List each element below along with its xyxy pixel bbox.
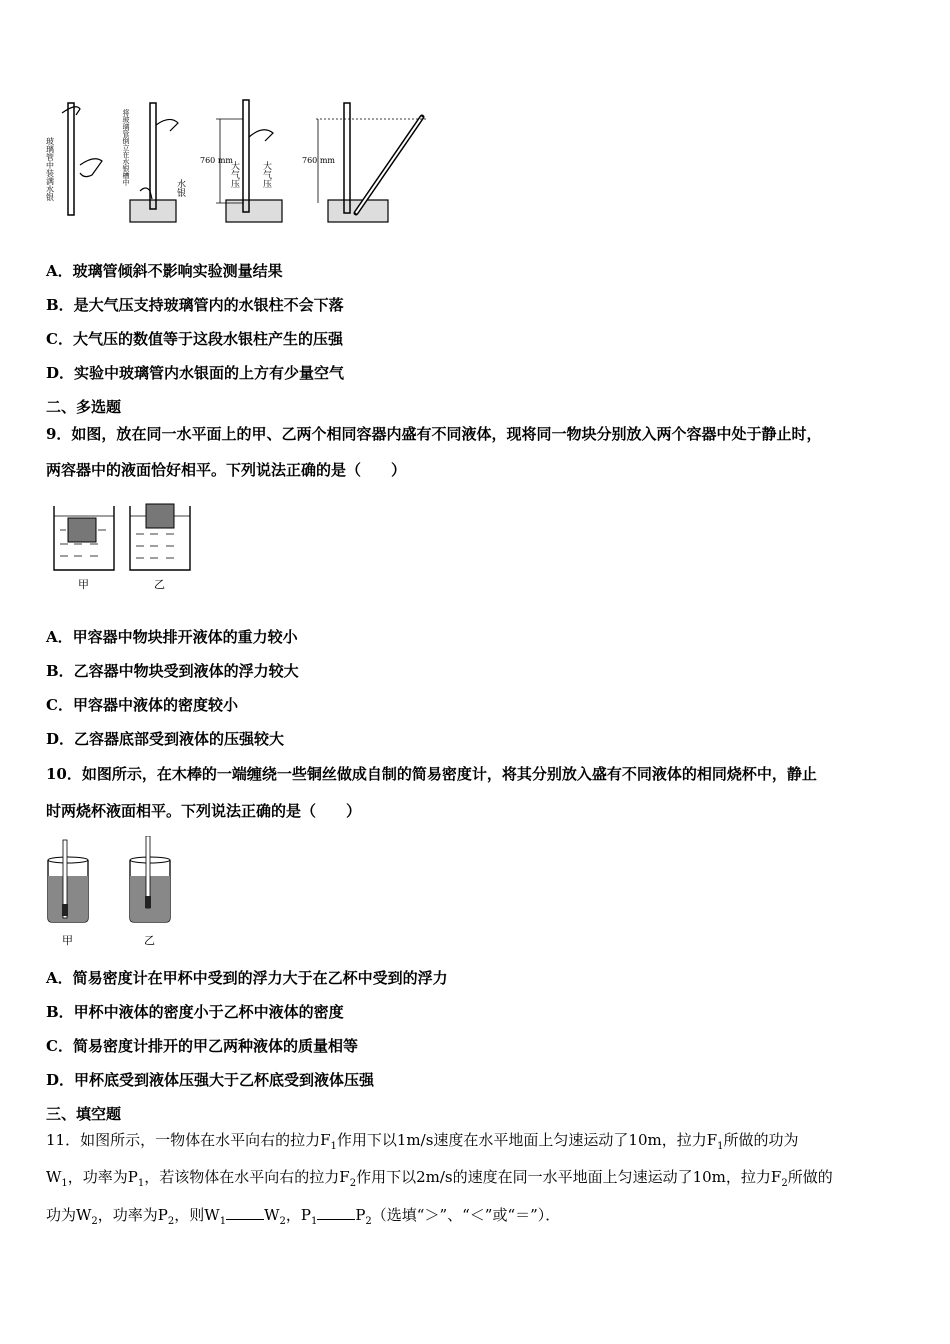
q9-option-d: D．乙容器底部受到液体的压强较大 <box>46 730 285 748</box>
q9-option-b: B．乙容器中物块受到液体的浮力较大 <box>46 662 299 680</box>
q10-stem-line1: 10．如图所示，在木棒的一端缠绕一些铜丝做成自制的简易密度计，将其分别放入盛有不同液体的相同烧杯中，静止 <box>46 765 817 783</box>
q10-label-a: 甲 <box>62 934 73 947</box>
q10-option-a: A．简易密度计在甲杯中受到的浮力大于在乙杯中受到的浮力 <box>46 969 448 987</box>
hand-icon <box>249 130 273 141</box>
q9-option-a: A．甲容器中物块排开液体的重力较小 <box>46 628 298 646</box>
q8-option-c: C．大气压的数值等于这段水银柱产生的压强 <box>46 330 343 348</box>
q10-label-b: 乙 <box>144 934 155 947</box>
q11-stem-line3: 功为$W_2$，功率为$P_2$，则$W_1$ $W_2$，$P_1$ $P_2$（选填“＞”、“＜”或“＝”）． <box>46 1206 561 1227</box>
q9-stem-line1: 9．如图，放在同一水平面上的甲、乙两个相同容器内盛有不同液体，现将同一物块分别放入两个容器中处于静止时， <box>46 425 822 443</box>
block-a <box>68 518 96 542</box>
step4-height-label: 760 mm <box>302 156 335 165</box>
q11-stem-line1: 11．如图所示，一物体在水平向右的拉力$F_1$作用下以1m/s速度在水平地面上匀速运动了10m，拉力$F_1$所做的功为 <box>46 1131 799 1152</box>
step3-pressure-left: 大气压 <box>229 161 239 188</box>
section-heading-multi: 二、多选题 <box>46 398 122 416</box>
q8-option-a: A．玻璃管倾斜不影响实验测量结果 <box>46 262 283 280</box>
q10-option-d: D．甲杯底受到液体压强大于乙杯底受到液体压强 <box>46 1071 375 1089</box>
q9-stem-line2: 两容器中的液面恰好相平。下列说法正确的是（ ） <box>46 461 407 479</box>
q9-option-c: C．甲容器中液体的密度较小 <box>46 696 238 714</box>
hand-icon <box>62 107 80 115</box>
q8-option-d: D．实验中玻璃管内水银面的上方有少量空气 <box>46 364 345 382</box>
q11-stem-line2: $W_1$，功率为$P_1$，若该物体在水平向右的拉力$F_2$作用下以2m/s的速度在同一水平地面上匀速运动了10m，拉力$F_2$所做的 <box>46 1168 833 1189</box>
section-heading-fill: 三、填空题 <box>46 1105 122 1123</box>
block-b <box>146 504 174 528</box>
q9-label-a: 甲 <box>78 578 89 591</box>
q10-stem-line2: 时两烧杯液面相平。下列说法正确的是（ ） <box>46 802 362 820</box>
q11-blank-2[interactable] <box>317 1205 355 1220</box>
step3-height-label: 760 mm <box>200 156 233 165</box>
q10-option-c: C．简易密度计排开的甲乙两种液体的质量相等 <box>46 1037 358 1055</box>
q9-containers-figure <box>50 500 200 595</box>
q10-option-b: B．甲杯中液体的密度小于乙杯中液体的密度 <box>46 1003 344 1021</box>
torricelli-figure <box>44 95 444 230</box>
glass-tube-1 <box>68 103 74 215</box>
q8-option-b: B．是大气压支持玻璃管内的水银柱不会下落 <box>46 296 344 314</box>
step2-mercury-label: 水银 <box>175 179 185 197</box>
q11-blank-1[interactable] <box>226 1205 264 1220</box>
hand-icon <box>156 119 178 131</box>
step3-pressure-right: 大气压 <box>261 161 271 188</box>
step1-caption: 玻璃管中装满水银 <box>45 137 55 201</box>
mercury-trough-2 <box>130 200 176 222</box>
q9-label-b: 乙 <box>154 578 165 591</box>
glass-tube-3 <box>243 100 249 212</box>
glass-tube-4 <box>344 103 350 213</box>
hand-icon <box>80 159 102 177</box>
q10-beakers-figure <box>44 836 184 951</box>
step2-caption: 将玻璃管倒立在水银槽中 <box>122 109 130 186</box>
